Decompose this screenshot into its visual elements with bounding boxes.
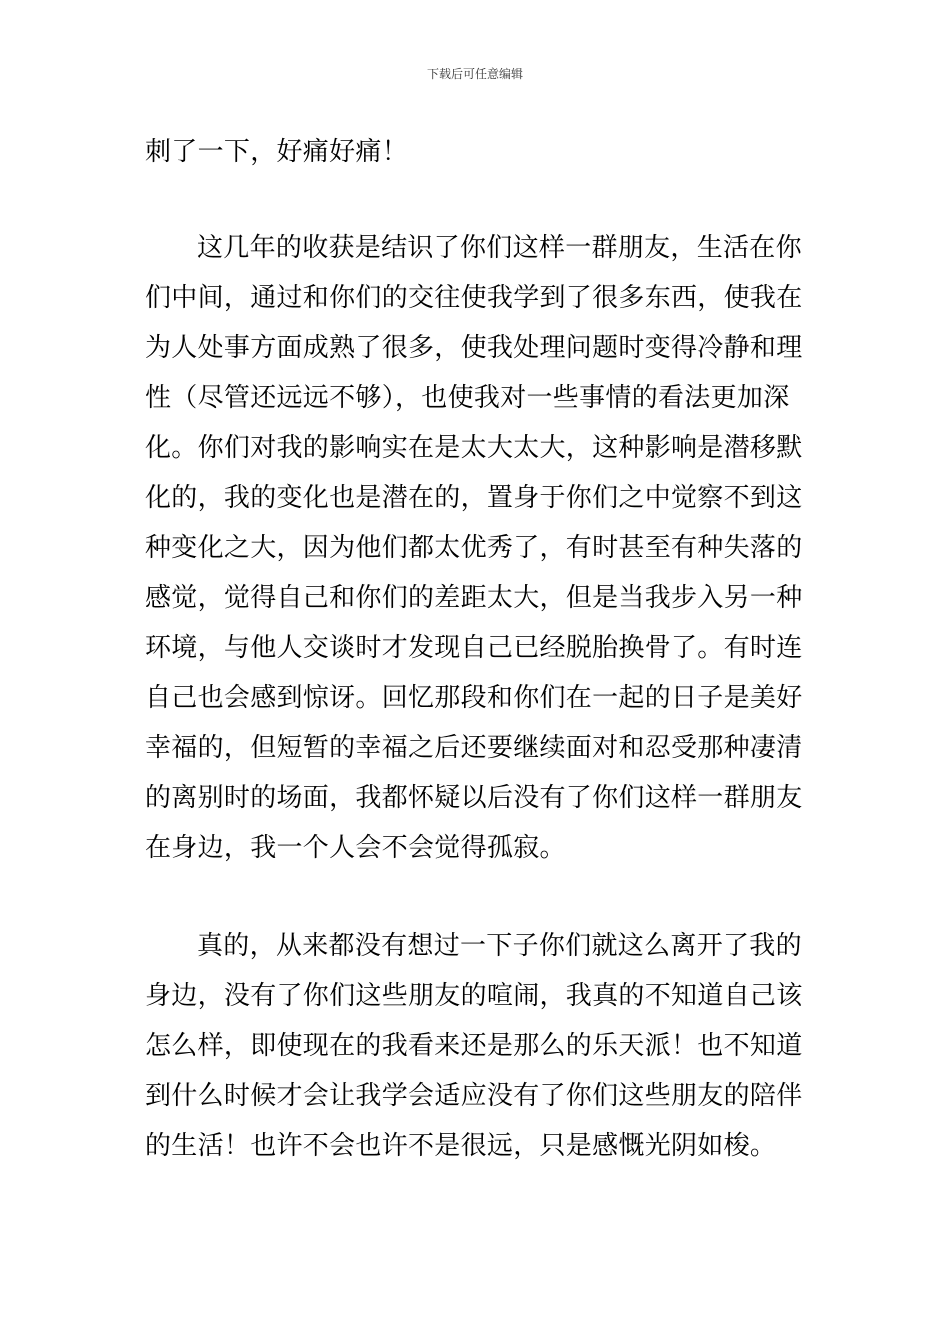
paragraph-1: 刺了一下，好痛好痛！ [145, 137, 409, 167]
paragraph-2: 这几年的收获是结识了你们这样一群朋友，生活在你们中间，通过和你们的交往使我学到了很多东西，使我在为人处事方面成熟了很多，使我处理问题时变得冷静和理性（尽管还远远不够），也使我对一些事情的看法更加深化。你们对我的影响实在是太大太大，这种影响是潜移默化的，我的变化也是潜在的，置身于你们之中觉察不到这种变化之大，因为他们都太优秀了，有时甚至有种失落的感觉，觉得自己和你们的差距太大，但是当我步入另一种环境，与他人交谈时才发现自己已经脱胎换骨了。有时连自己也会感到惊讶。回忆那段和你们在一起的日子是美好幸福的，但短暂的幸福之后还要继续面对和忍受那种凄清的离别时的场面，我都怀疑以后没有了你们这样一群朋友在身边，我一个人会不会觉得孤寂。 [145, 233, 803, 863]
page-header-note: 下载后可任意编辑 [426, 67, 523, 81]
paragraph-3: 真的，从来都没有想过一下子你们就这么离开了我的身边，没有了你们这些朋友的喧闹，我真的不知道自己该怎么样，即使现在的我看来还是那么的乐天派！也不知道到什么时候才会让我学会适应没有了你们这些朋友的陪伴的生活！也许不会也许不是很远，只是感慨光阴如梭。 [145, 931, 803, 1161]
